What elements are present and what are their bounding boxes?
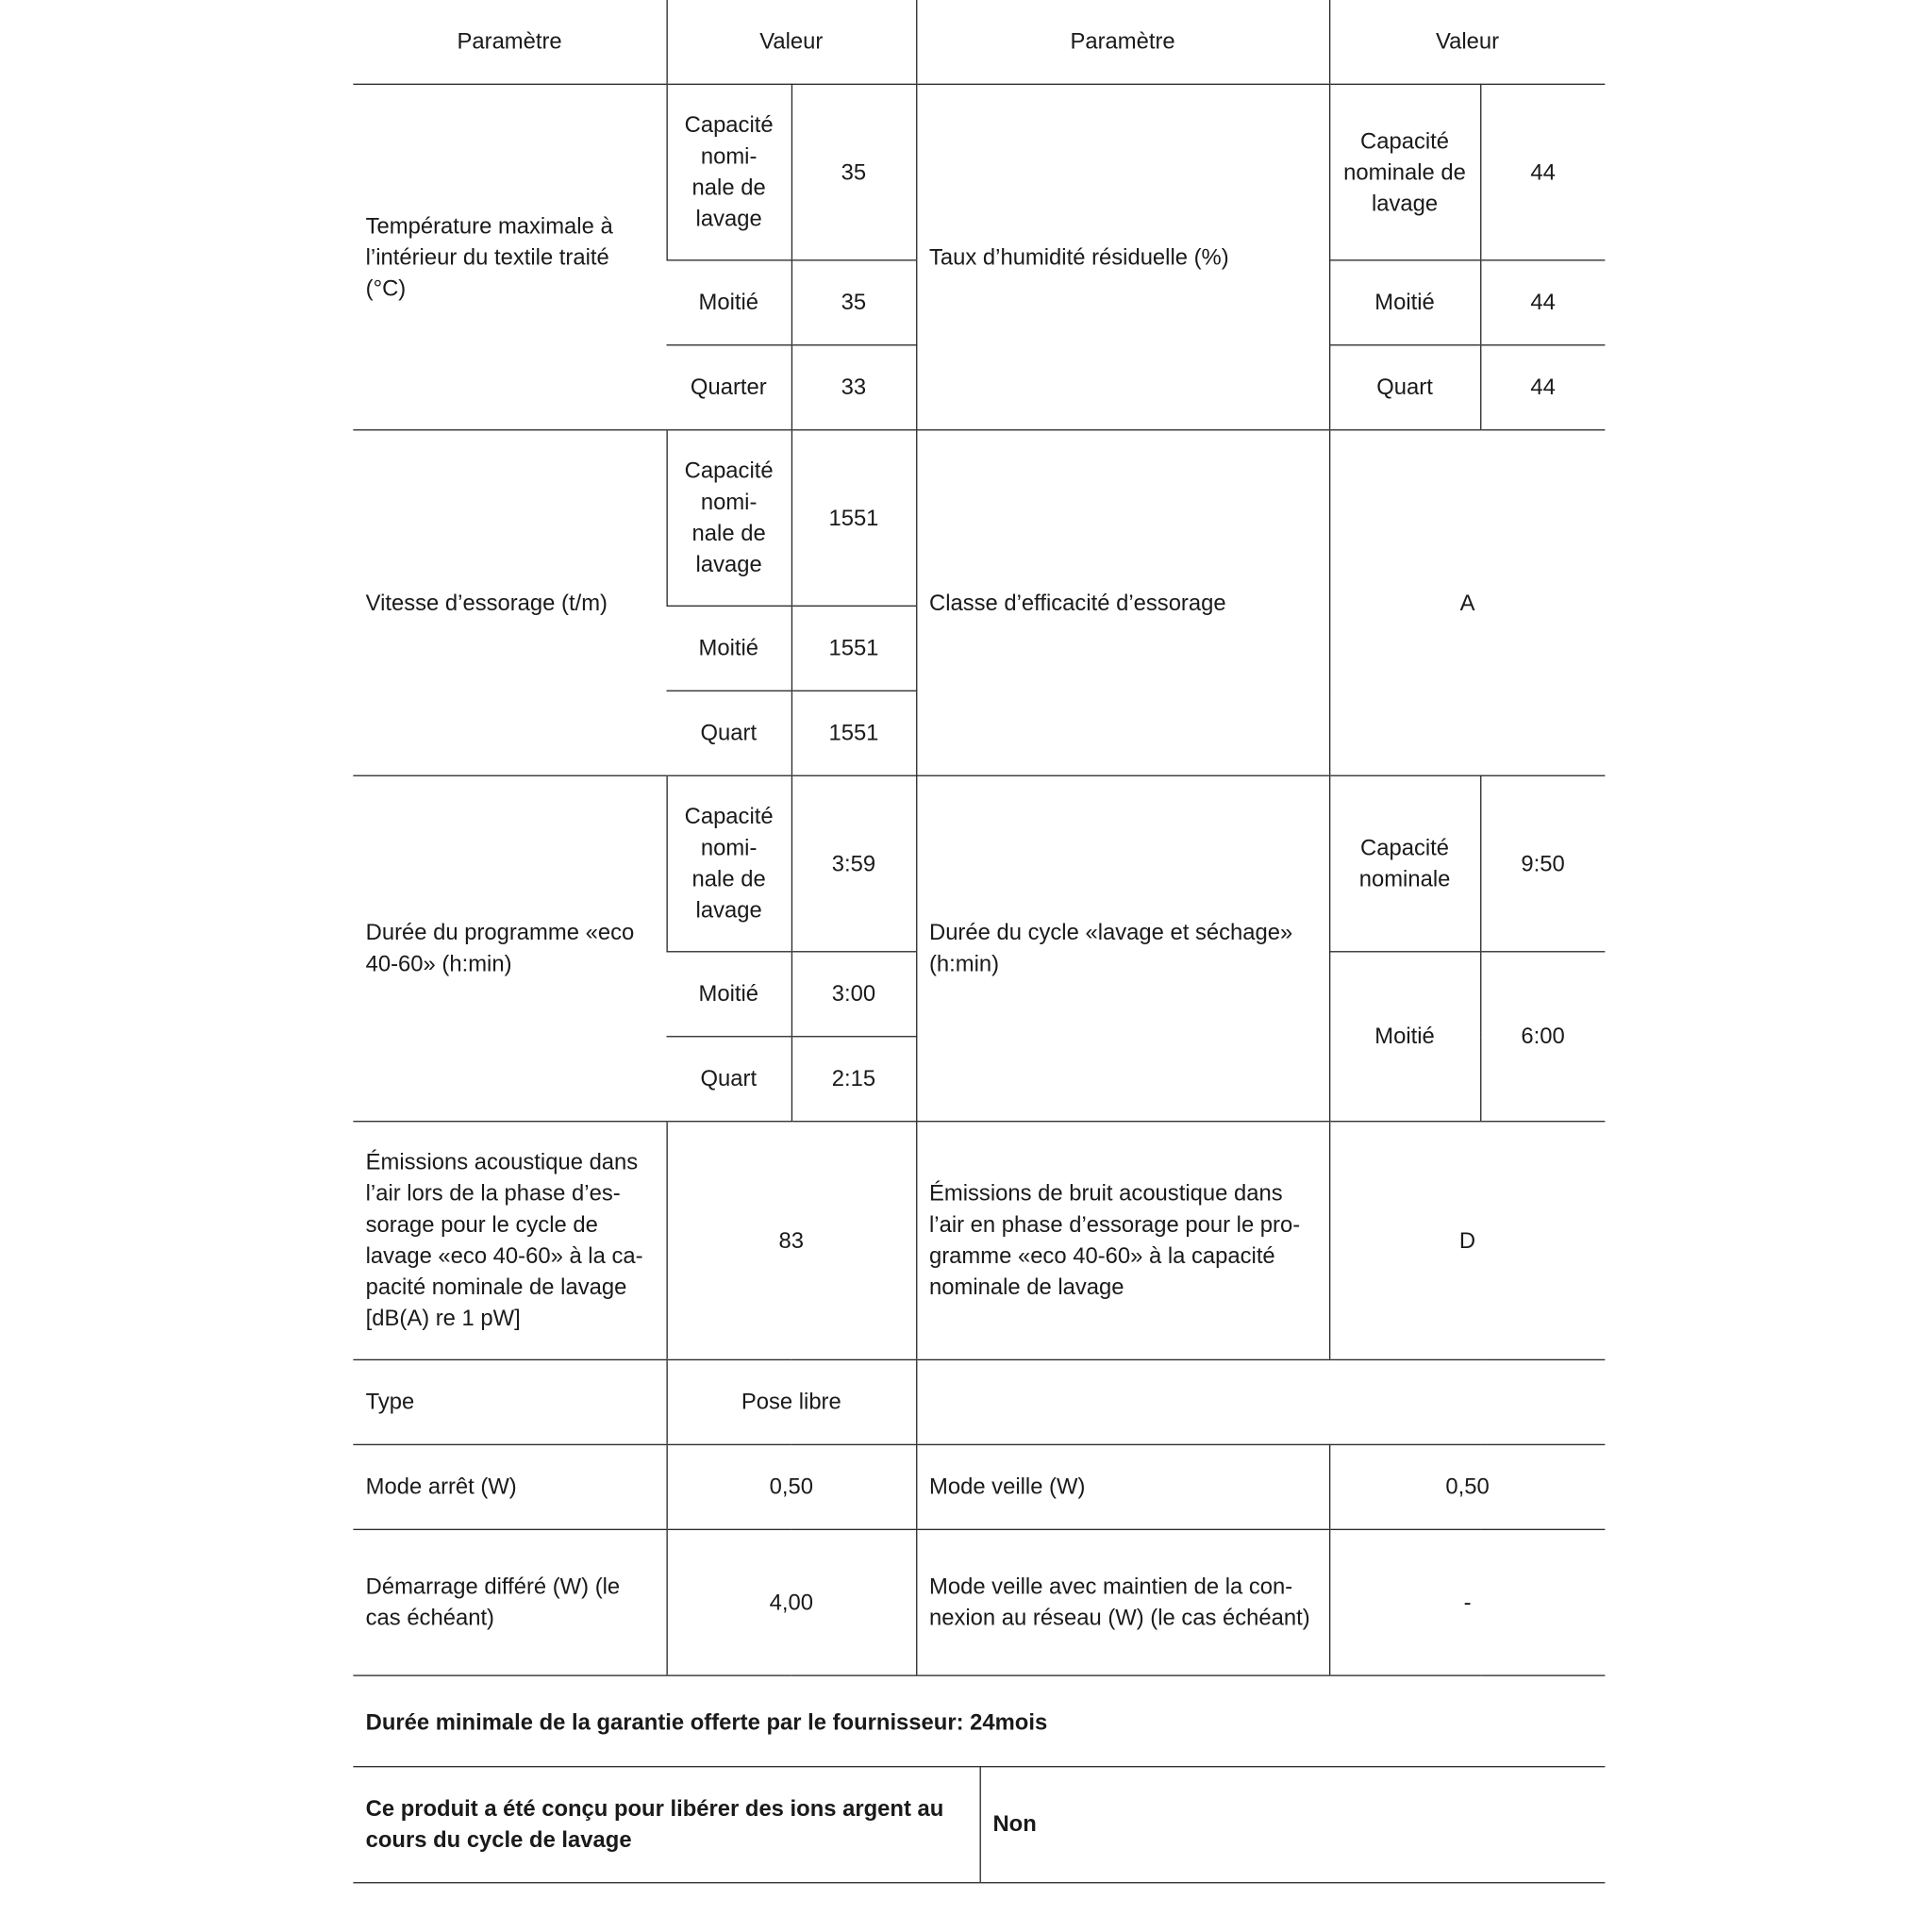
header-param-2: Paramètre bbox=[916, 0, 1329, 84]
silver-ions-row bbox=[353, 1766, 1605, 1882]
spin-speed-sub-label: Capacité nomi- nale de lavage bbox=[666, 430, 791, 607]
type-value: Pose libre bbox=[666, 1359, 916, 1444]
standby-mode-value: 0,50 bbox=[1329, 1444, 1605, 1529]
temperature-sub-label: Quarter bbox=[666, 345, 791, 430]
wash-dry-sub-value: 6:00 bbox=[1480, 952, 1605, 1122]
off-mode-value: 0,50 bbox=[666, 1444, 916, 1529]
table-row bbox=[353, 775, 1605, 952]
footer-table bbox=[353, 1681, 1605, 1883]
header-param-1: Paramètre bbox=[353, 0, 666, 84]
humidity-sub-label: Capacité nominale de lavage bbox=[1329, 84, 1480, 260]
warranty-row bbox=[353, 1681, 1605, 1766]
noise-value: 83 bbox=[666, 1122, 916, 1360]
header-value-1: Valeur bbox=[666, 0, 916, 84]
table-row bbox=[353, 1122, 1605, 1360]
noise-class-value: D bbox=[1329, 1122, 1605, 1360]
eco-duration-sub-value: 3:00 bbox=[791, 952, 916, 1037]
temperature-sub-label: Moitié bbox=[666, 260, 791, 345]
spin-speed-sub-value: 1551 bbox=[791, 606, 916, 691]
humidity-sub-value: 44 bbox=[1480, 345, 1605, 430]
humidity-sub-value: 44 bbox=[1480, 260, 1605, 345]
eco-duration-sub-label: Quart bbox=[666, 1037, 791, 1122]
eco-duration-label: Durée du programme «eco 40-60» (h:min) bbox=[353, 775, 666, 1121]
specification-table bbox=[353, 0, 1605, 1676]
standby-mode-label: Mode veille (W) bbox=[916, 1444, 1329, 1529]
header-value-2: Valeur bbox=[1329, 0, 1605, 84]
off-mode-label: Mode arrêt (W) bbox=[353, 1444, 666, 1529]
table-row bbox=[353, 430, 1605, 607]
spin-speed-sub-label: Quart bbox=[666, 691, 791, 775]
temperature-sub-value: 35 bbox=[791, 84, 916, 260]
noise-label: Émissions acoustique dans l’air lors de la phase d’es- sorage pour le cycle de lavage «eco 40-60» à la ca- pacité nominale de lavage [dB(A) re 1 pW] bbox=[353, 1122, 666, 1360]
spin-class-label: Classe d’efficacité d’essorage bbox=[916, 430, 1329, 775]
networked-standby-value: - bbox=[1329, 1529, 1605, 1675]
warranty-text: Durée minimale de la garantie offerte par le fournisseur: 24mois bbox=[353, 1681, 1605, 1766]
table-row bbox=[353, 1444, 1605, 1529]
wash-dry-sub-label: Capacité nominale bbox=[1329, 775, 1480, 952]
temperature-sub-label: Capacité nomi- nale de lavage bbox=[666, 84, 791, 260]
header-row bbox=[353, 0, 1605, 84]
silver-ions-label: Ce produit a été conçu pour libérer des ions argent au cours du cycle de lavage bbox=[353, 1766, 979, 1882]
type-empty-cell bbox=[916, 1359, 1605, 1444]
temperature-label: Température maximale à l’intérieur du textile traité (°C) bbox=[353, 84, 666, 429]
delay-start-label: Démarrage différé (W) (le cas échéant) bbox=[353, 1529, 666, 1675]
wash-dry-sub-label: Moitié bbox=[1329, 952, 1480, 1122]
eco-duration-sub-value: 2:15 bbox=[791, 1037, 916, 1122]
table-row bbox=[353, 1529, 1605, 1675]
temperature-sub-value: 35 bbox=[791, 260, 916, 345]
humidity-sub-label: Quart bbox=[1329, 345, 1480, 430]
silver-ions-value: Non bbox=[980, 1766, 1606, 1882]
delay-start-value: 4,00 bbox=[666, 1529, 916, 1675]
spin-speed-sub-value: 1551 bbox=[791, 430, 916, 607]
humidity-sub-value: 44 bbox=[1480, 84, 1605, 260]
wash-dry-sub-value: 9:50 bbox=[1480, 775, 1605, 952]
humidity-sub-label: Moitié bbox=[1329, 260, 1480, 345]
wash-dry-duration-label: Durée du cycle «lavage et séchage» (h:min) bbox=[916, 775, 1329, 1121]
noise-class-label: Émissions de bruit acoustique dans l’air en phase d’essorage pour le pro- gramme «eco 40-60» à la capacité nominale de lavage bbox=[916, 1122, 1329, 1360]
table-row bbox=[353, 84, 1605, 260]
spin-speed-sub-value: 1551 bbox=[791, 691, 916, 775]
eco-duration-sub-value: 3:59 bbox=[791, 775, 916, 952]
type-label: Type bbox=[353, 1359, 666, 1444]
spin-class-value: A bbox=[1329, 430, 1605, 775]
spin-speed-label: Vitesse d’essorage (t/m) bbox=[353, 430, 666, 775]
table-row bbox=[353, 1359, 1605, 1444]
networked-standby-label: Mode veille avec maintien de la con- nexion au réseau (W) (le cas échéant) bbox=[916, 1529, 1329, 1675]
spin-speed-sub-label: Moitié bbox=[666, 606, 791, 691]
eco-duration-sub-label: Capacité nomi- nale de lavage bbox=[666, 775, 791, 952]
humidity-label: Taux d’humidité résiduelle (%) bbox=[916, 84, 1329, 429]
temperature-sub-value: 33 bbox=[791, 345, 916, 430]
eco-duration-sub-label: Moitié bbox=[666, 952, 791, 1037]
